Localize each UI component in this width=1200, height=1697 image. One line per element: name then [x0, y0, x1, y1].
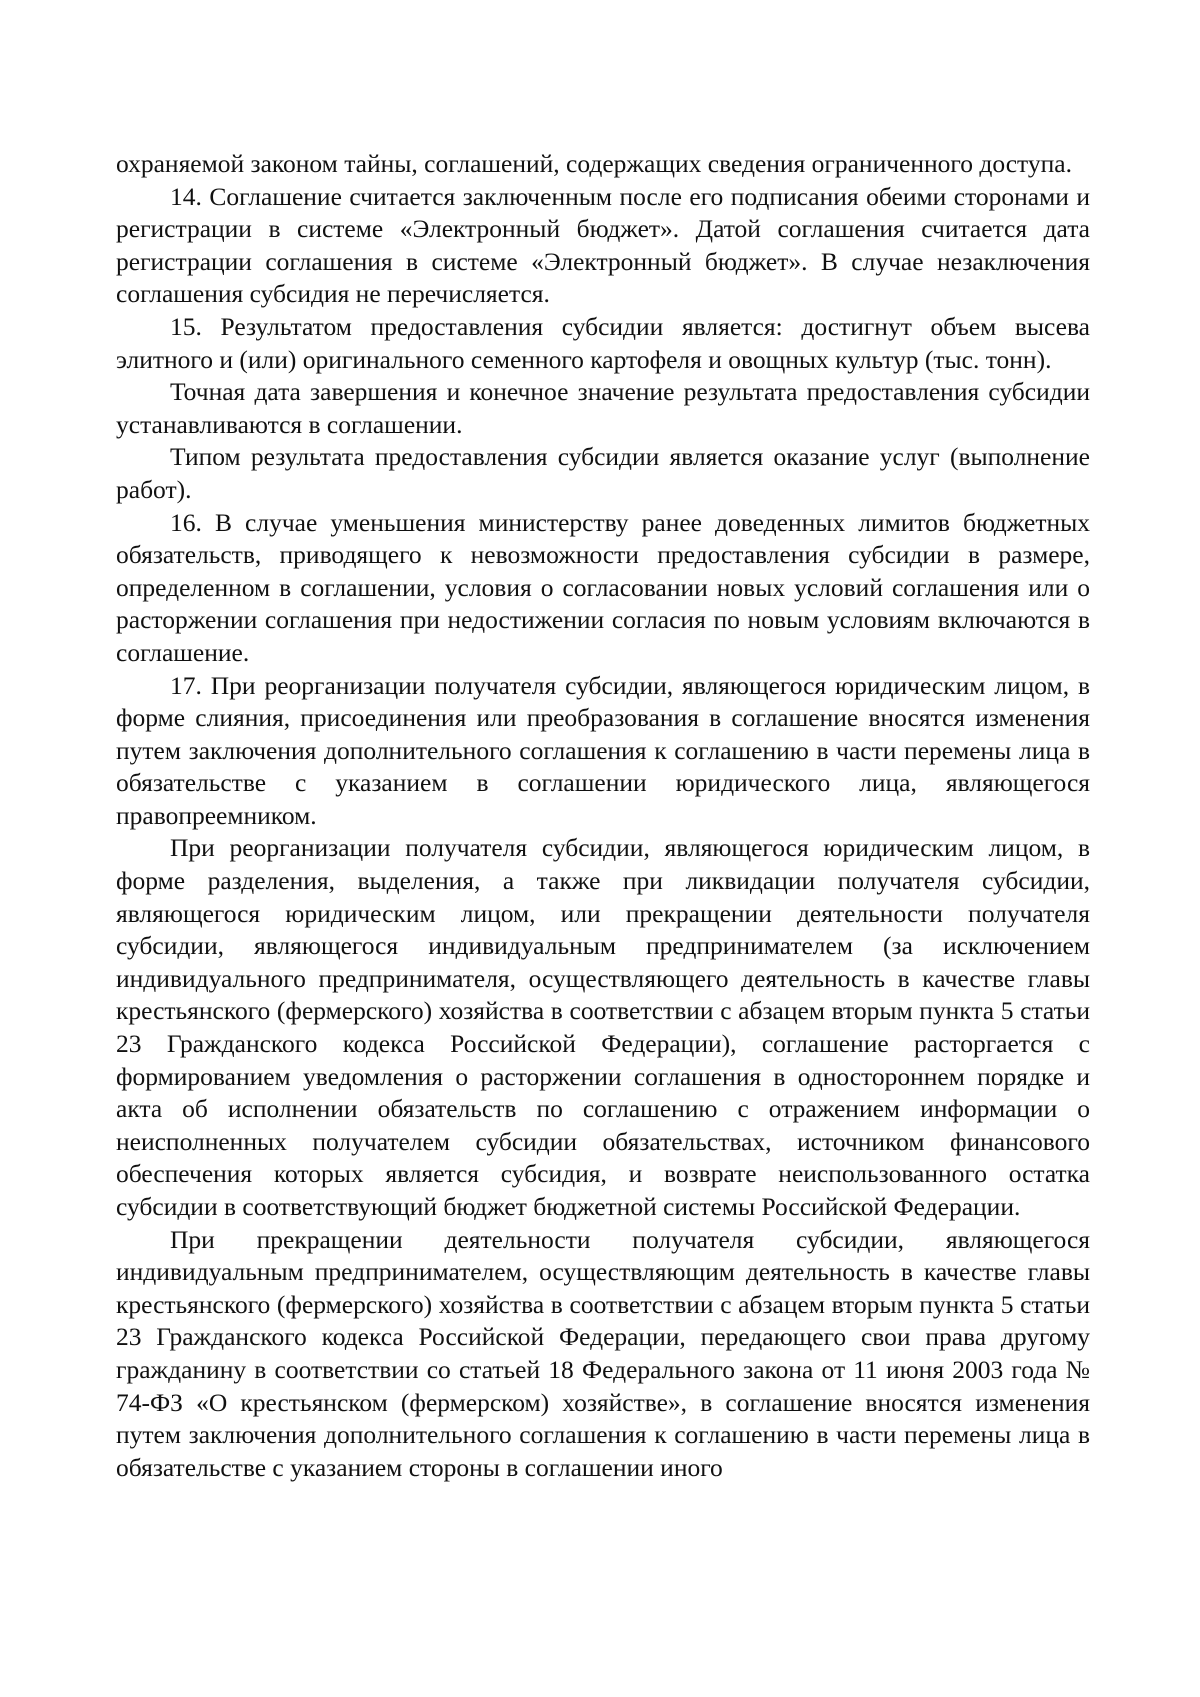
paragraph-result-type: Типом результата предоставления субсидии является оказание услуг (выполнение работ). — [116, 442, 1090, 504]
paragraph-item-17: 17. При реорганизации получателя субсидии, являющегося юридическим лицом, в форме слияния, присоединения или преобразования в соглашение вносятся изменения путем заключения дополнительного соглашения к соглашению в части перемены лица в обязательстве с указанием в соглашении юридического лица, являющегося правопреемником. — [116, 670, 1090, 830]
paragraph-item-15: 15. Результатом предоставления субсидии является: достигнут объем высева элитного и (или) оригинального семенного картофеля и овощных культур (тыс. тонн). — [116, 311, 1090, 374]
paragraph-item-16: 16. В случае уменьшения министерству ранее доведенных лимитов бюджетных обязательств, приводящего к невозможности предоставления субсидии в размере, определенном в соглашении, условия о согласовании новых условий соглашения или о расторжении соглашения при недостижении согласия по новым условиям включаются в соглашение. — [116, 507, 1090, 667]
paragraph-item-14: 14. Соглашение считается заключенным после его подписания обеими сторонами и регистрации в системе «Электронный бюджет». Датой соглашения считается дата регистрации соглашения в системе «Электронный бюджет». В случае незаключения соглашения субсидия не перечисляется. — [116, 181, 1090, 309]
paragraph-termination: При прекращении деятельности получателя субсидии, являющегося индивидуальным предпринимателем, осуществляющим деятельность в качестве главы крестьянского (фермерского) хозяйства в соответствии с абзацем вторым пункта 5 статьи 23 Гражданского кодекса Российской Федерации, передающего свои права другому гражданину в соответствии со статьей 18 Федерального закона от 11 июня 2003 года № 74-ФЗ «О крестьянском (фермерском) хозяйстве», в соглашение вносятся изменения путем заключения дополнительного соглашения к соглашению в части перемены лица в обязательстве с указанием стороны в соглашении иного — [116, 1224, 1090, 1482]
paragraph-result-date: Точная дата завершения и конечное значение результата предоставления субсидии устанавливаются в соглашении. — [116, 377, 1090, 439]
paragraph-reorganization: При реорганизации получателя субсидии, являющегося юридическим лицом, в форме разделения, выделения, а также при ликвидации получателя субсидии, являющегося юридическим лицом, или прекращении деятельности получателя субсидии, являющегося индивидуальным предпринимателем (за исключением индивидуального предпринимателя, осуществляющего деятельность в качестве главы крестьянского (фермерского) хозяйства в соответствии с абзацем вторым пункта 5 статьи 23 Гражданского кодекса Российской Федерации), соглашение расторгается с формированием уведомления о расторжении соглашения в одностороннем порядке и акта об исполнении обязательств по соглашению с отражением информации о неисполненных получателем субсидии обязательствах, источником финансового обеспечения которых является субсидия, и возврате неиспользованного остатка субсидии в соответствующий бюджет бюджетной системы Российской Федерации. — [116, 833, 1090, 1221]
document-body — [116, 148, 1090, 1484]
paragraph-continuation: охраняемой законом тайны, соглашений, содержащих сведения ограниченного доступа. — [116, 149, 1072, 178]
